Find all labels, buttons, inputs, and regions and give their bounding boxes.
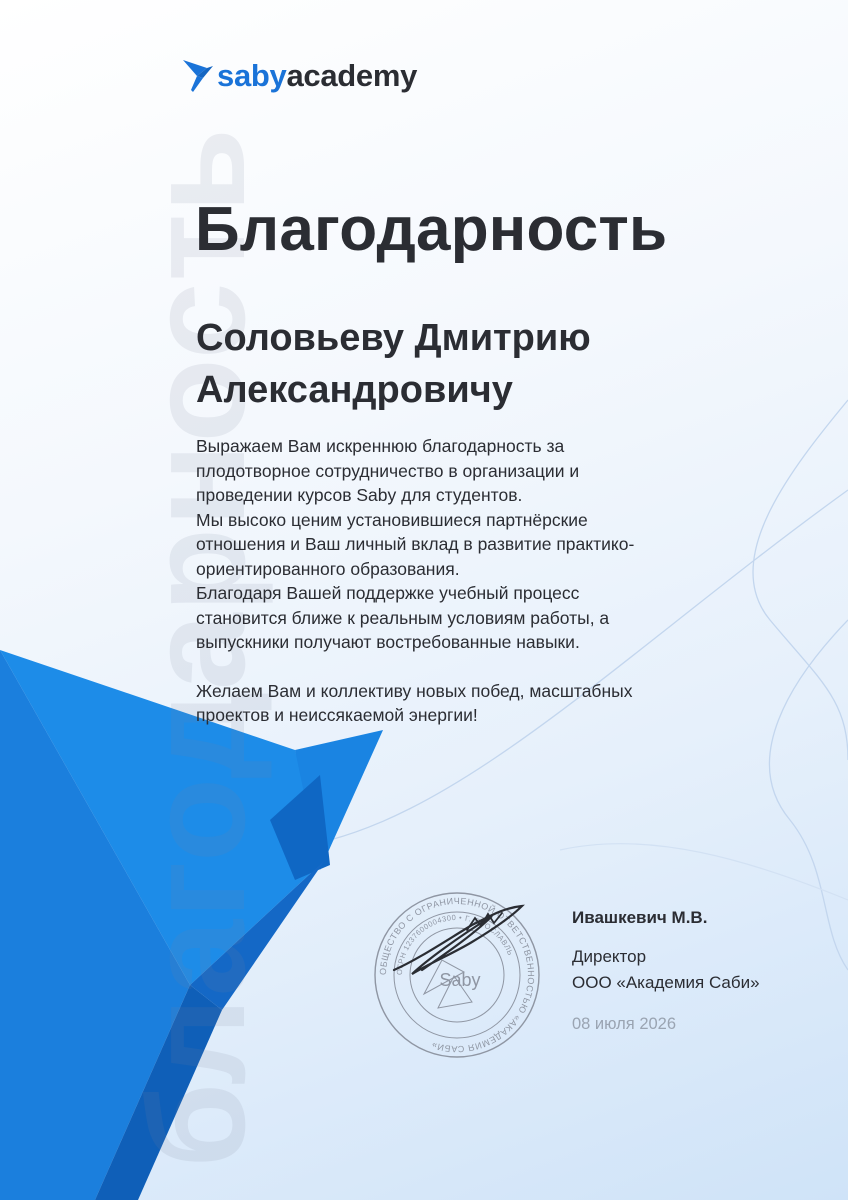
wish-line: Желаем Вам и коллективу новых побед, масштабных: [196, 680, 633, 701]
recipient-name-line: Соловьеву Дмитрию: [196, 317, 591, 359]
stamp-outer-text: ОБЩЕСТВО С ОГРАНИЧЕННОЙ ОТВЕТСТВЕННОСТЬЮ «АКАДЕМИЯ САБИ»: [377, 895, 537, 1055]
logo-wordmark: sabyacademy: [217, 58, 418, 93]
body-line: становится ближе к реальным условиям работы, а: [196, 607, 610, 628]
body-line: Выражаем Вам искреннюю благодарность за: [196, 436, 565, 456]
saby-bird-icon: [183, 56, 213, 96]
certificate-date: 08 июля 2026: [572, 1015, 677, 1033]
body-line: Благодаря Вашей поддержке учебный процесс: [196, 583, 580, 603]
recipient-name: [196, 312, 591, 416]
body-line: отношения и Ваш личный вклад в развитие практико-: [196, 534, 635, 554]
wave-line: [769, 620, 848, 970]
wish-line: проектов и неиссякаемой энергии!: [196, 705, 478, 725]
body-line: плодотворное сотрудничество в организации и: [196, 460, 580, 481]
signatory-role: Директор: [572, 947, 647, 966]
body-line: Мы высоко ценим установившиеся партнёрские: [196, 509, 588, 530]
gratitude-text: [196, 434, 756, 728]
signatory-name: Ивашкевич М.В.: [572, 908, 708, 927]
signatory-organization: ООО «Академия Саби»: [572, 973, 760, 992]
recipient-name-line: Александровичу: [196, 369, 513, 411]
company-stamp: [372, 890, 542, 1060]
body-line: выпускники получают востребованные навыки.: [196, 632, 580, 652]
body-line: ориентированного образования.: [196, 558, 460, 579]
certificate-title: Благодарность: [195, 195, 668, 264]
background-watermark-word: благодарность: [120, 127, 274, 1168]
stamp-center-label: Saby: [439, 970, 481, 990]
signatory-position: [572, 944, 760, 996]
wave-line: [560, 844, 848, 900]
wave-line: [753, 400, 848, 760]
svg-text:ОГРН 1237600004300 • Г. ЯРОСЛА: [395, 913, 515, 975]
stamp-inner-text: ОГРН 1237600004300 • Г. ЯРОСЛАВЛЬ: [394, 912, 516, 976]
body-line: проведении курсов Saby для студентов.: [196, 485, 523, 505]
saby-academy-logo: [183, 56, 417, 96]
